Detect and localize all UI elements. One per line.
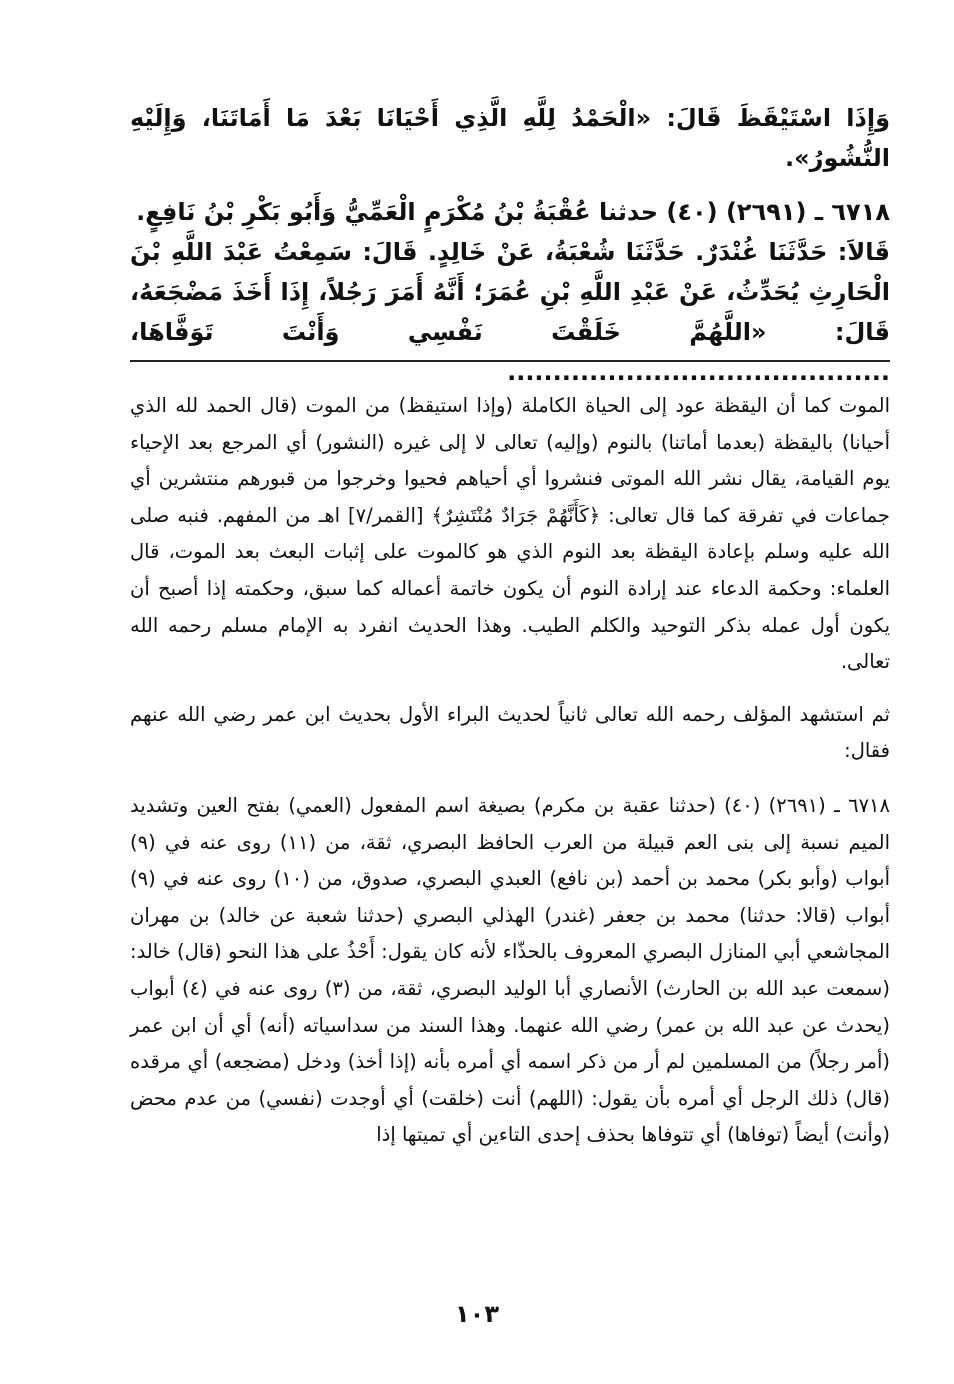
hadith-istayqaza-line: وَإِذَا اسْتَيْقَظَ قَالَ: «الْحَمْدُ لِلَّهِ الَّذِي أَحْيَانَا بَعْدَ مَا أَمَاتَنَا، وَإِلَيْهِ النُّشُورُ».: [130, 104, 890, 172]
page-number: ١٠٣: [455, 1300, 499, 1328]
hadith-text: [130, 98, 890, 392]
hadith-number-line: ٦٧١٨ ـ (٢٦٩١) (٤٠) حدثنا عُقْبَةُ بْنُ مُكْرَمٍ الْعَمِّيُّ وَأَبُو بَكْرِ بْنُ نَافِعٍ.: [136, 198, 890, 226]
commentary-paragraph-1: الموت كما أن اليقظة عود إلى الحياة الكاملة (وإذا استيقظ) من الموت (قال الحمد لله الذي أحيانا) باليقظة (بعدما أماتنا) بالنوم (وإليه) تعالى لا إلى غيره (النشور) أي المرجع بعد الإحياء يوم القيامة، يقال نشر الله الموتى فنشروا أي أحياهم فحيوا وخرجوا من قبورهم منتشرين أي جماعات في تفرقة كما قال تعالى: ﴿كَأَنَّهُمْ جَرَادٌ مُنْتَشِرٌ﴾ [القمر/٧] اهـ من المفهم. فنبه صلى الله عليه وسلم بإعادة اليقظة بعد النوم الذي هو كالموت على إثبات البعث بعد الموت، قال العلماء: وحكمة الدعاء عند إرادة النوم أن يكون خاتمة أعماله كما سبق، وحكمته إذا أصبح أن يكون أول عمله بذكر التوحيد والكلم الطيب. وهذا الحديث انفرد به الإمام مسلم رحمه الله تعالى.: [130, 394, 890, 674]
commentary-paragraph-2: ثم استشهد المؤلف رحمه الله تعالى ثانياً لحديث البراء الأول بحديث ابن عمر رضي الله عنهم فقال:: [130, 702, 890, 763]
hadith-body: قَالاَ: حَدَّثَنَا غُنْدَرٌ. حَدَّثَنَا شُعْبَةُ، عَنْ خَالِدٍ. قَالَ: سَمِعْتُ عَبْدَ اللَّهِ بْنَ الْحَارِثِ يُحَدِّثُ، عَنْ عَبْدِ اللَّهِ بْنِ عُمَرَ؛ أَنَّهُ أَمَرَ رَجُلاً، إِذَا أَخَذَ مَضْجَعَهُ، قَالَ: «اللَّهُمَّ خَلَقْتَ نَفْسِي وَأَنْتَ تَوَفَّاهَا، ..........................................: [130, 238, 890, 386]
commentary-text: [130, 388, 890, 1154]
commentary-paragraph-3: ٦٧١٨ ـ (٢٦٩١) (٤٠) (حدثنا عقبة بن مكرم) بصيغة اسم المفعول (العمي) بفتح العين وتشديد الميم نسبة إلى بنى العم قبيلة من العرب الحافظ البصري، ثقة، من (١١) روى عنه في (٩) أبواب (وأبو بكر) محمد بن أحمد (بن نافع) العبدي البصري، صدوق، من (١٠) روى عنه في (٩) أبواب (قالا: حدثنا) محمد بن جعفر (غندر) الهذلي البصري (حدثنا شعبة عن خالد) بن مهران المجاشعي أبي المنازل البصري المعروف بالحذّاء لأنه كان يقول: أَحْذُ على هذا النحو (قال) خالد: (سمعت عبد الله بن الحارث) الأنصاري أبا الوليد البصري، ثقة، من (٣) روى عنه في (٤) أبواب (يحدث عن عبد الله بن عمر) رضي الله عنهما. وهذا السند من سداسياته (أنه) أي أن ابن عمر (أمر رجلاً) من المسلمين لم أر من ذكر اسمه أي أمره بأنه (إذا أخذ) ودخل (مضجعه) أي مرقده (قال) ذلك الرجل أي أمره بأن يقول: (اللهم) أنت (خلقت) أي أوجدت (نفسي) من عدم محض (وأنت) أيضاً (توفاها) أي تتوفاها بحذف إحدى التاءين أي تميتها إذا: [130, 793, 891, 1147]
footnote-divider: [130, 360, 890, 362]
